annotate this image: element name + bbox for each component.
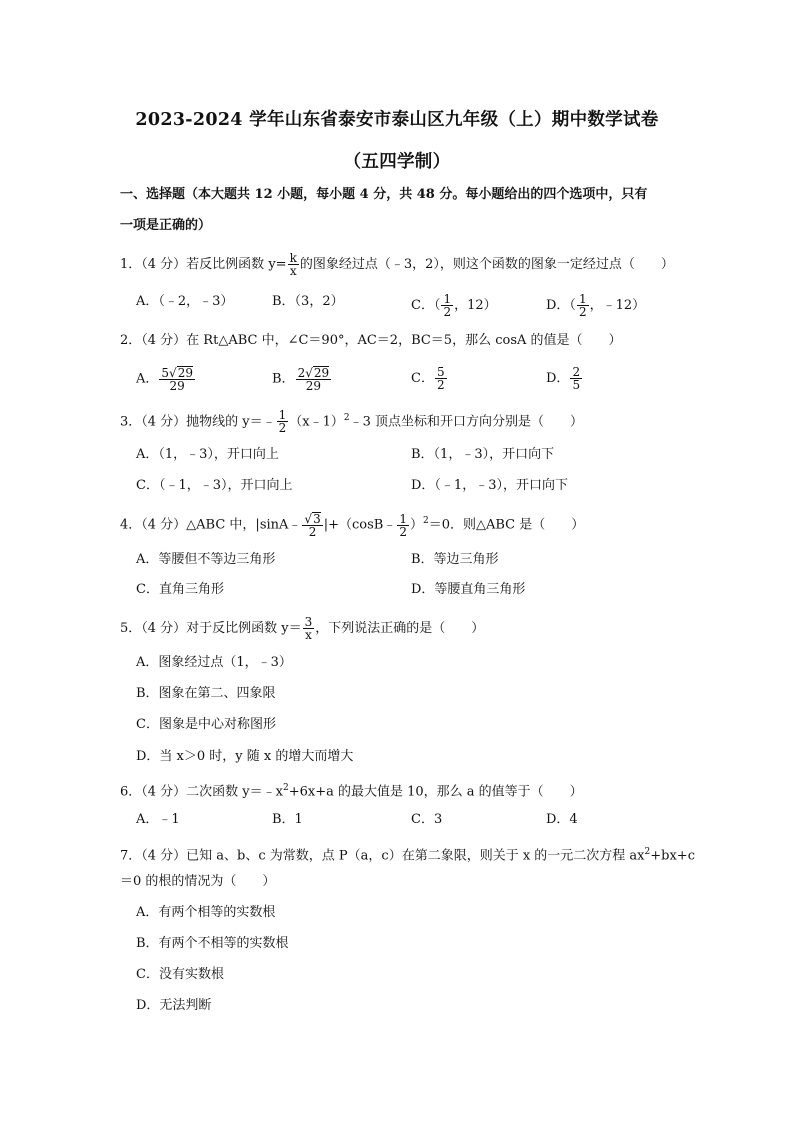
- q6-exponent: 2: [282, 783, 289, 793]
- q1-stem-tail: 的图象经过点（﹣3，2），则这个函数的图象一定经过点（ ）: [299, 257, 674, 272]
- q2-c-fraction: [435, 366, 447, 391]
- q2-a-label: A．: [136, 371, 159, 387]
- q2-b-den: 29: [305, 379, 321, 393]
- q6-post: +6x+a 的最大值是 10，那么 a 的值等于（ ）: [288, 784, 583, 800]
- q4-num-2: 1: [399, 511, 407, 526]
- q7-exponent: 2: [644, 847, 651, 857]
- q4-exponent: 2: [422, 516, 429, 527]
- radical-sign: √: [169, 366, 177, 380]
- q2-d-fraction: [570, 366, 582, 391]
- q3-option-a: A．（1，﹣3），开口向上: [136, 447, 279, 462]
- q7-option-b: B．有两个不相等的实数根: [136, 936, 289, 951]
- q3-option-c: C．（﹣1，﹣3），开口向上: [136, 478, 293, 493]
- q4-option-a: A．等腰但不等边三角形: [136, 552, 276, 567]
- radical-sign: √: [304, 512, 313, 526]
- q1-option-b: B．（3，2）: [272, 294, 344, 309]
- q3-pre: 3．（4 分）抛物线的 y＝﹣: [120, 414, 276, 430]
- page-subtitle: （五四学制）: [343, 152, 451, 172]
- q4-option-b: B．等边三角形: [411, 552, 499, 567]
- q1-c-fraction: [441, 293, 453, 318]
- question-7-stem-line2: ＝0 的根的情况为（ ）: [120, 874, 276, 889]
- q2-b-coef: 2: [297, 366, 306, 380]
- q6-option-d: D．4: [546, 812, 578, 827]
- q4-option-d: D．等腰直角三角形: [411, 582, 526, 597]
- q2-d-label: D．: [546, 371, 570, 386]
- question-7-stem: [120, 843, 695, 865]
- q2-d-num: 2: [572, 365, 581, 379]
- q1-c-num: 1: [443, 292, 452, 306]
- q3-num: 1: [278, 408, 287, 423]
- question-5-stem: [120, 616, 484, 641]
- q2-c-label: C．: [411, 371, 434, 386]
- q4-post: ）: [409, 517, 423, 533]
- q2-a-numerator: [159, 366, 195, 380]
- q4-mid: |+（cosB﹣: [323, 517, 397, 533]
- q5-pre: 5．（4 分）对于反比例函数 y＝: [120, 621, 302, 636]
- q3-fraction: [277, 409, 289, 434]
- q7-option-a: A．有两个相等的实数根: [136, 905, 276, 920]
- q1-den: x: [289, 264, 297, 278]
- q2-a-fraction: [159, 366, 195, 392]
- q2-option-b: [272, 366, 332, 392]
- q1-d-den: 2: [578, 305, 587, 319]
- q1-d-fraction: [577, 293, 589, 318]
- q1-c-den: 2: [443, 305, 452, 319]
- question-2-stem: 2．（4 分）在 Rt△ABC 中，∠C＝90°，AC＝2，BC＝5，那么 cosA 的值是（ ）: [120, 333, 622, 348]
- q1-c-pre: C．（: [411, 298, 441, 313]
- q7-pre: 7．（4 分）已知 a、b、c 为常数，点 P（a，c）在第二象限，则关于 x 的一元二次方程 ax: [120, 848, 645, 864]
- q2-option-c: [411, 366, 448, 391]
- q4-option-c: C．直角三角形: [136, 582, 224, 597]
- q3-option-d: D．（﹣1，﹣3），开口向下: [411, 478, 568, 493]
- question-4-stem: [120, 512, 584, 538]
- q2-a-coef: 5: [161, 366, 170, 380]
- q3-exponent: 2: [343, 413, 350, 423]
- q6-option-a: A．﹣1: [136, 812, 180, 827]
- q3-option-b: B．（1，﹣3），开口向下: [411, 447, 555, 462]
- q1-d-pre: D．（: [546, 298, 576, 313]
- q5-fraction: [303, 616, 315, 641]
- q3-den: 2: [278, 421, 287, 436]
- section-heading-line1: 一、选择题（本大题共 12 小题，每小题 4 分，共 48 分。每小题给出的四个选项中，只有: [120, 187, 648, 202]
- q5-num: 3: [304, 615, 313, 629]
- q3-post: （x﹣1）: [289, 414, 344, 430]
- q1-num: k: [289, 251, 297, 265]
- question-3-stem: [120, 409, 583, 434]
- q1-option-c: [411, 293, 497, 318]
- section-heading-line2: 一项是正确的）: [120, 218, 212, 233]
- q6-option-c: C．3: [411, 812, 443, 827]
- q4-pre: 4．（4 分）△ABC 中，|sinA﹣: [120, 517, 302, 533]
- q4-den-2: 2: [399, 524, 407, 539]
- q7-option-d: D．无法判断: [136, 998, 212, 1013]
- section-heading: [120, 186, 680, 235]
- q4-den-1: 2: [308, 525, 317, 539]
- q1-option-a: A．（﹣2，﹣3）: [136, 294, 234, 309]
- q1-d-post: ，﹣12）: [589, 298, 646, 313]
- q5-option-c: C．图象是中心对称图形: [136, 717, 276, 732]
- question-1-stem: [120, 252, 674, 277]
- q1-stem-text: 1．（4 分）若反比例函数: [120, 257, 269, 272]
- q5-post: ，下列说法正确的是（ ）: [315, 621, 485, 636]
- q7-post: +bx+c: [650, 848, 695, 864]
- q4-tail: ＝0．则△ABC 是（ ）: [428, 517, 585, 533]
- q5-option-b: B．图象在第二、四象限: [136, 686, 276, 701]
- q4-fraction-1: [302, 512, 322, 538]
- q7-option-c: C．没有实数根: [136, 967, 224, 982]
- q2-option-a: [136, 366, 196, 392]
- question-6-stem: [120, 779, 583, 801]
- q4-fraction-2: [397, 513, 409, 538]
- q2-c-den: 2: [436, 378, 445, 392]
- q4-radicand: 3: [313, 512, 321, 526]
- q5-option-d: D．当 x＞0 时，y 随 x 的增大而增大: [136, 749, 354, 764]
- q2-d-den: 5: [572, 378, 581, 392]
- q2-b-radicand: 29: [313, 366, 330, 380]
- q1-d-num: 1: [578, 292, 587, 306]
- q6-pre: 6．（4 分）二次函数 y＝﹣x: [120, 784, 283, 800]
- q6-option-b: B．1: [272, 812, 303, 827]
- page-title: 2023-2024 学年山东省泰安市泰山区九年级（上）期中数学试卷: [135, 110, 659, 130]
- q2-a-den: 29: [169, 379, 185, 393]
- q3-tail: ﹣3 顶点坐标和开口方向分别是（ ）: [349, 414, 584, 430]
- q5-den: x: [305, 628, 312, 642]
- q1-c-post: ，12）: [454, 298, 497, 313]
- q2-option-d: [546, 366, 583, 391]
- q4-num-1: [302, 512, 322, 526]
- radical-sign: √: [305, 366, 313, 380]
- q1-fraction: [288, 252, 299, 277]
- q2-b-fraction: [296, 366, 332, 392]
- q2-c-num: 5: [436, 365, 445, 379]
- q2-b-numerator: [296, 366, 332, 380]
- q2-b-label: B．: [272, 371, 295, 387]
- q5-option-a: A．图象经过点（1，﹣3）: [136, 655, 292, 670]
- q1-option-d: [546, 293, 645, 318]
- q1-y: y=: [268, 257, 287, 272]
- q2-a-radicand: 29: [177, 366, 193, 380]
